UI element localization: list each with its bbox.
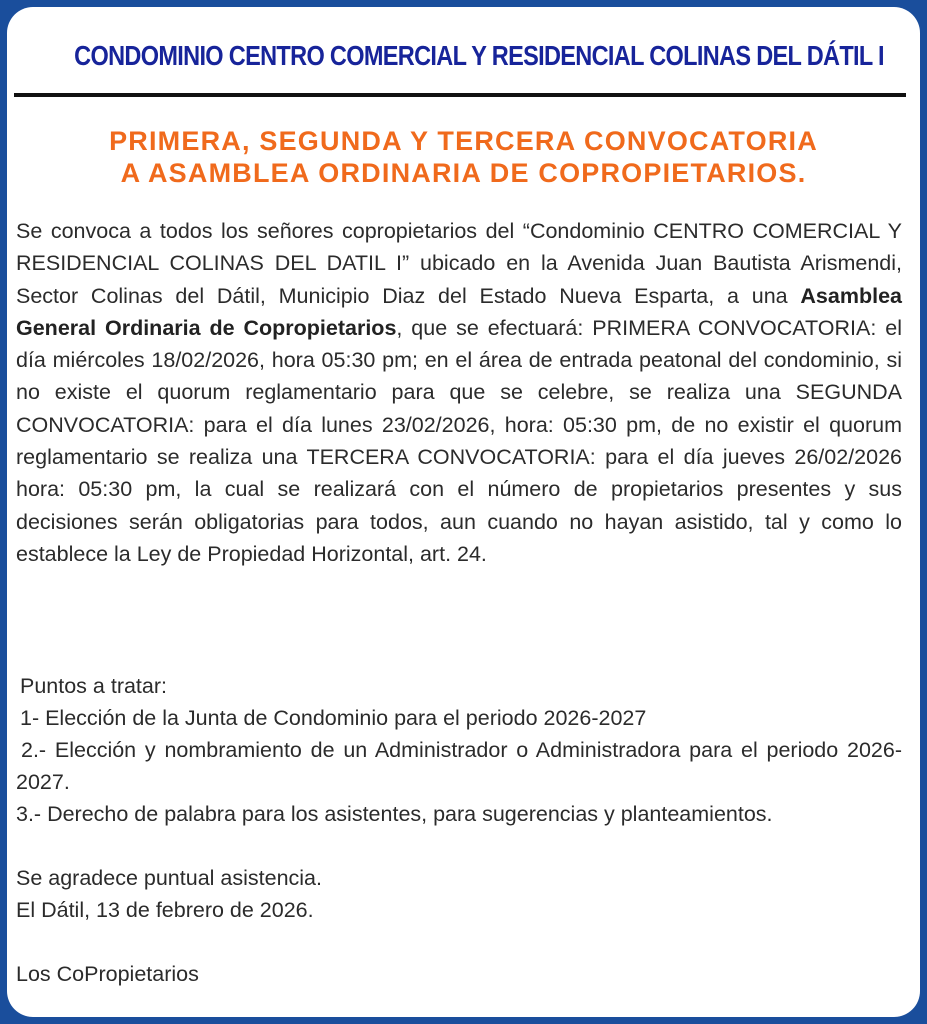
closing-place-date: El Dátil, 13 de febrero de 2026.	[16, 898, 314, 922]
agenda-item-2: 2.- Elección y nombramiento de un Administrador o Administradora para el periodo 2026-2027.	[16, 738, 902, 794]
notice-body-assembly: Asamblea General Ordinaria de Copropietarios	[16, 283, 902, 340]
convocation-title-line-2: A ASAMBLEA ORDINARIA DE COPROPIETARIOS.	[120, 158, 807, 188]
agenda-item-1: 1- Elección de la Junta de Condominio para el periodo 2026-2027	[20, 706, 647, 730]
notice-body	[16, 215, 902, 570]
notice-body-rest: , que se efectuará: PRIMERA CONVOCATORIA: el día miércoles 18/02/2026, hora 05:30 pm; en el área de entrada peatonal del condominio, si no existe el quorum reglamentario para que se celebre, se realiza una SEGUNDA CONVOCATORIA: para el día lunes 23/02/2026, hora: 05:30 pm, de no existir el quorum reglamentario se realiza una TERCERA CONVOCATORIA: para el día jueves 26/02/2026 hora: 05:30 pm, la cual se realizará con el número de propietarios presentes y sus decisiones serán obligatorias para todos, aun cuando no hayan asistido, tal y como lo establece la Ley de Propiedad Horizontal, art. 24.	[16, 315, 902, 566]
convocation-title-line-1: PRIMERA, SEGUNDA Y TERCERA CONVOCATORIA	[109, 126, 818, 156]
agenda-item-3: 3.- Derecho de palabra para los asistentes, para sugerencias y planteamientos.	[16, 802, 773, 826]
page-title: CONDOMINIO CENTRO COMERCIAL Y RESIDENCIAL COLINAS DEL DÁTIL I	[74, 40, 884, 71]
notice-body-intro: Se convoca a todos los señores copropietarios del “Condominio CENTRO COMERCIAL Y RESIDENCIAL COLINAS DEL DATIL I” ubicado en la Avenida Juan Bautista Arismendi, Sector Colinas del Dátil, Municipio Diaz del Estado Nueva Esparta, a una	[16, 219, 902, 308]
title-divider	[14, 93, 906, 97]
agenda-heading: Puntos a tratar:	[20, 674, 167, 698]
closing-thanks: Se agradece puntual asistencia.	[16, 866, 322, 890]
closing-signature: Los CoPropietarios	[16, 962, 199, 986]
